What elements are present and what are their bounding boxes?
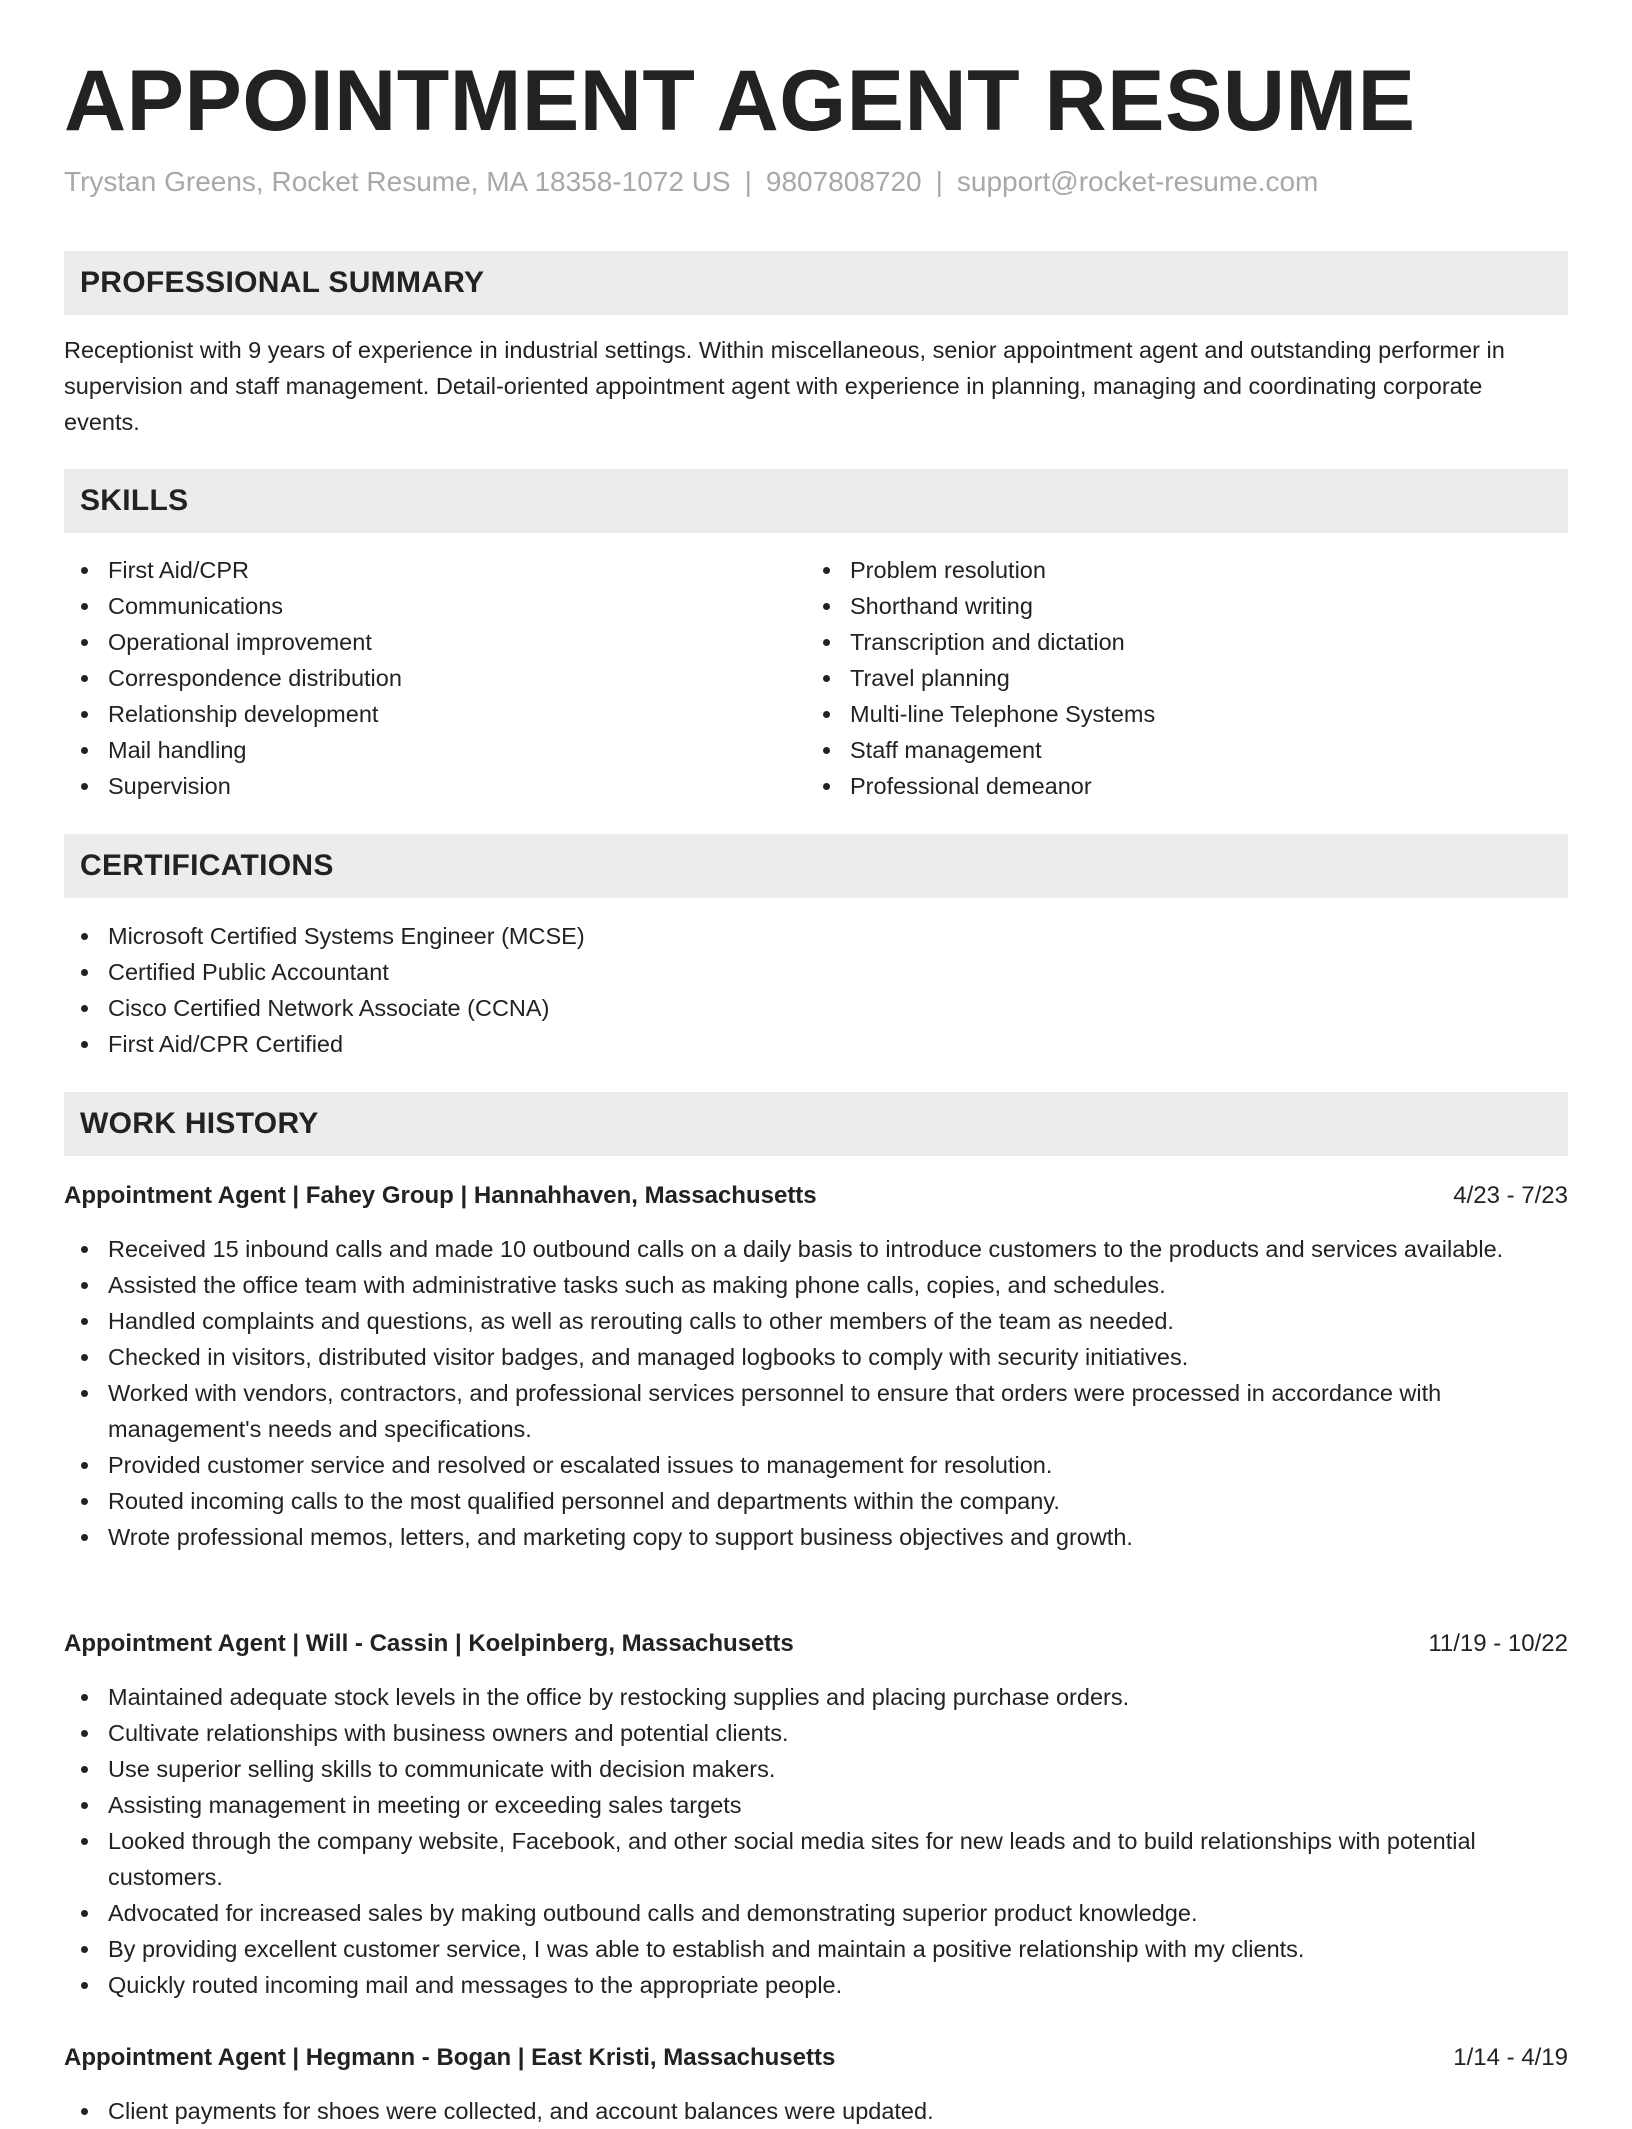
section-header-summary	[64, 251, 1568, 315]
job-title: Appointment Agent | Will - Cassin | Koelpinberg, Massachusetts	[64, 1630, 794, 1657]
section-header-certifications	[64, 834, 1568, 898]
contact-separator: |	[935, 166, 943, 197]
resume-title: APPOINTMENT AGENT RESUME	[64, 53, 1416, 149]
list-item: Professional demeanor	[806, 768, 1546, 804]
section-title: SKILLS	[80, 484, 189, 517]
list-item: Maintained adequate stock levels in the office by restocking supplies and placing purchase orders.	[64, 1679, 1568, 1715]
section-header-skills	[64, 469, 1568, 533]
list-item: Handled complaints and questions, as well as rerouting calls to other members of the team as needed.	[64, 1303, 1568, 1339]
contact-separator: |	[744, 166, 752, 197]
job-duties-list	[64, 1231, 1568, 1555]
contact-line	[64, 166, 1318, 198]
list-item: Transcription and dictation	[806, 624, 1546, 660]
list-item: Mail handling	[64, 732, 804, 768]
skills-list-left	[64, 552, 804, 804]
list-item: By providing excellent customer service, I was able to establish and maintain a positive relationship with my clients.	[64, 1931, 1568, 1967]
list-item: Certified Public Accountant	[64, 954, 1544, 990]
list-item: Communications	[64, 588, 804, 624]
list-item: Shorthand writing	[806, 588, 1546, 624]
list-item: Supervision	[64, 768, 804, 804]
list-item: First Aid/CPR Certified	[64, 1026, 1544, 1062]
list-item: Wrote professional memos, letters, and marketing copy to support business objectives and growth.	[64, 1519, 1568, 1555]
summary-text: Receptionist with 9 years of experience in industrial settings. Within miscellaneous, senior appointment agent and outstanding performer in supervision and staff management. Detail-oriented appointment agent with experience in planning, managing and coordinating corporate events.	[64, 337, 1505, 435]
list-item: Client payments for shoes were collected, and account balances were updated.	[64, 2093, 1568, 2129]
job-dates: 11/19 - 10/22	[1428, 1630, 1568, 1657]
list-item: Provided customer service and resolved or escalated issues to management for resolution.	[64, 1447, 1568, 1483]
list-item: Travel planning	[806, 660, 1546, 696]
list-item: Operational improvement	[64, 624, 804, 660]
job-title: Appointment Agent | Fahey Group | Hannahhaven, Massachusetts	[64, 1182, 817, 1209]
list-item: Looked through the company website, Facebook, and other social media sites for new leads and to build relationships with potential customers.	[64, 1823, 1568, 1895]
list-item: Use superior selling skills to communicate with decision makers.	[64, 1751, 1568, 1787]
section-header-work-history	[64, 1092, 1568, 1156]
contact-phone: 9807808720	[765, 166, 922, 197]
list-item: Cisco Certified Network Associate (CCNA)	[64, 990, 1544, 1026]
list-item: Multi-line Telephone Systems	[806, 696, 1546, 732]
list-item: First Aid/CPR	[64, 552, 804, 588]
list-item: Assisting management in meeting or exceeding sales targets	[64, 1787, 1568, 1823]
section-title: CERTIFICATIONS	[80, 849, 334, 882]
section-title: PROFESSIONAL SUMMARY	[80, 266, 485, 299]
skills-list-right	[806, 552, 1546, 804]
list-item: Received 15 inbound calls and made 10 outbound calls on a daily basis to introduce customers to the products and services available.	[64, 1231, 1568, 1267]
list-item: Microsoft Certified Systems Engineer (MCSE)	[64, 918, 1544, 954]
list-item: Worked with vendors, contractors, and professional services personnel to ensure that orders were processed in accordance with management's needs and specifications.	[64, 1375, 1568, 1447]
list-item: Advocated for increased sales by making outbound calls and demonstrating superior product knowledge.	[64, 1895, 1568, 1931]
list-item: Checked in visitors, distributed visitor badges, and managed logbooks to comply with security initiatives.	[64, 1339, 1568, 1375]
list-item: Routed incoming calls to the most qualified personnel and departments within the company.	[64, 1483, 1568, 1519]
list-item: Problem resolution	[806, 552, 1546, 588]
job-title: Appointment Agent | Hegmann - Bogan | East Kristi, Massachusetts	[64, 2044, 836, 2071]
list-item: Relationship development	[64, 696, 804, 732]
section-title: WORK HISTORY	[80, 1107, 319, 1140]
job-duties-list	[64, 2093, 1568, 2129]
list-item: Quickly routed incoming mail and messages to the appropriate people.	[64, 1967, 1568, 2003]
list-item: Cultivate relationships with business owners and potential clients.	[64, 1715, 1568, 1751]
list-item: Assisted the office team with administrative tasks such as making phone calls, copies, and schedules.	[64, 1267, 1568, 1303]
list-item: Staff management	[806, 732, 1546, 768]
job-dates: 4/23 - 7/23	[1453, 1182, 1568, 1209]
job-duties-list	[64, 1679, 1568, 2003]
contact-address: Trystan Greens, Rocket Resume, MA 18358-1072 US	[64, 166, 731, 197]
list-item: Correspondence distribution	[64, 660, 804, 696]
contact-email: support@rocket-resume.com	[956, 166, 1319, 197]
job-dates: 1/14 - 4/19	[1453, 2044, 1568, 2071]
certifications-list	[64, 918, 1544, 1062]
